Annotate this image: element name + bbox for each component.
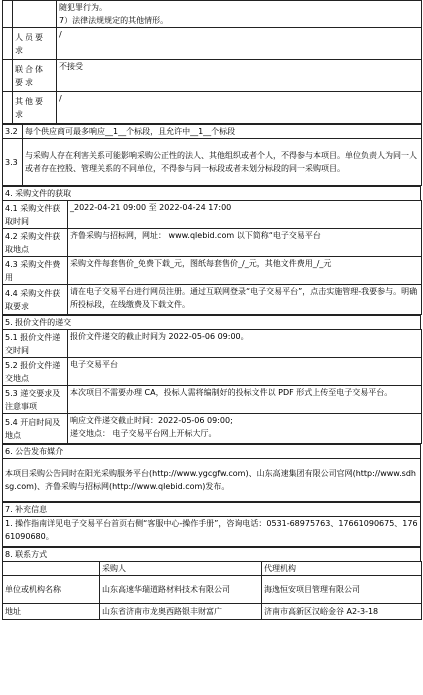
opening-value (68, 414, 422, 444)
doc-requirement-label: 4.4 采购文件获取要求 (3, 285, 68, 315)
address-label: 地址 (3, 604, 100, 620)
buyer-address: 山东省济南市龙奥西路银丰财富广 (100, 604, 262, 620)
contact-table (2, 561, 422, 620)
quotation-table (2, 329, 422, 444)
clause-3-2-number: 3.2 (3, 125, 23, 139)
section-5-heading: 5. 报价文件的递交 (2, 315, 421, 329)
other-req-value: / (57, 92, 422, 124)
quote-notes-value: 本次项目不需要办理 CA，投标人需将编制好的投标文件以 PDF 形式上传至电子交易平台。 (68, 386, 422, 414)
org-name-label: 单位或机构名称 (3, 576, 100, 604)
agent-name: 海逸恒安项目管理有限公司 (262, 576, 422, 604)
doc-place-label: 4.2 采购文件获取地点 (3, 229, 68, 257)
doc-fee-value: 采购文件每套售价_免费下载_元，图纸每套售价_/_元，其他文件费用_/_元 (68, 257, 422, 285)
other-req-label: 其他要求 (13, 92, 57, 124)
quote-notes-label: 5.3 递交要求及注意事项 (3, 386, 68, 414)
supplement-table (2, 516, 421, 547)
doc-time-label: 4.1 采购文件获取时间 (3, 201, 68, 229)
clause-3-3-number: 3.3 (3, 139, 23, 186)
section-7-heading: 7. 补充信息 (2, 502, 421, 516)
section-4-heading: 4. 采购文件的获取 (2, 186, 421, 200)
supplement-text: 1. 操作指南详见电子交易平台首页右侧“客服中心-操作手册”，咨询电话：0531-68975763、17661090675、17661090680。 (3, 517, 421, 547)
opening-deadline-text: 响应文件递交截止时间：2022-05-06 09:00; (70, 416, 233, 425)
quote-time-label: 5.1 报价文件递交时间 (3, 330, 68, 358)
other-clause-text: 7）法律法规规定的其他情形。 (59, 16, 169, 25)
consortium-req-label: 联合体要求 (13, 60, 57, 92)
consortium-req-value: 不接受 (57, 60, 422, 92)
media-text: 本项目采购公告同时在阳光采购服务平台(http://www.ygcgfw.com)、山东高速集团有限公司官网(http://www.sdhsg.com)、齐鲁采购与招标网(http://www.qlebid.com)发布。 (3, 459, 421, 502)
doc-time-value: _2022-04-21 09:00 至 2022-04-24 17:00 (68, 201, 422, 229)
agent-header: 代理机构 (262, 562, 422, 576)
section-8-heading: 8. 联系方式 (2, 547, 421, 561)
buyer-name: 山东高速华瑞道路材料技术有限公司 (100, 576, 262, 604)
media-table (2, 458, 421, 502)
quote-time-value: 报价文件递交的截止时间为 2022-05-06 09:00。 (68, 330, 422, 358)
quote-place-value: 电子交易平台 (68, 358, 422, 386)
quote-place-label: 5.2 报价文件递交地点 (3, 358, 68, 386)
personnel-req-label: 人员要求 (13, 28, 57, 60)
agent-address: 济南市高新区汉峪金谷 A2-3-18 (262, 604, 422, 620)
requirements-table (2, 0, 422, 124)
buyer-header: 采购人 (100, 562, 262, 576)
opening-place-text: 递交地点： 电子交易平台网上开标大厅。 (70, 429, 217, 438)
personnel-req-value: / (57, 28, 422, 60)
crime-clause-cell (57, 1, 422, 28)
clause-table (2, 124, 422, 186)
crime-clause-text: 随犯罪行为。 (59, 3, 107, 12)
document (2, 0, 421, 620)
doc-fee-label: 4.3 采购文件费用 (3, 257, 68, 285)
opening-label: 5.4 开启时间及地点 (3, 414, 68, 444)
clause-3-2-text: 每个供应商可最多响应__1__个标段，且允许中__1__个标段 (23, 125, 422, 139)
doc-place-value: 齐鲁采购与招标网，网址： www.qlebid.com 以下简称“电子交易平台 (68, 229, 422, 257)
section-6-heading: 6. 公告发布媒介 (2, 444, 421, 458)
doc-requirement-value: 请在电子交易平台进行网员注册。通过互联网登录“电子交易平台”，点击实施管理-我要参与。明确所投标段，在线缴费及下载文件。 (68, 285, 422, 315)
procurement-docs-table (2, 200, 422, 315)
clause-3-3-text: 与采购人存在利害关系可能影响采购公正性的法人、其他组织或者个人，不得参与本项目。单位负责人为同一人或者存在控股、管理关系的不同单位，不得参与同一标段或者未划分标段的同一采购项目。 (23, 139, 422, 186)
